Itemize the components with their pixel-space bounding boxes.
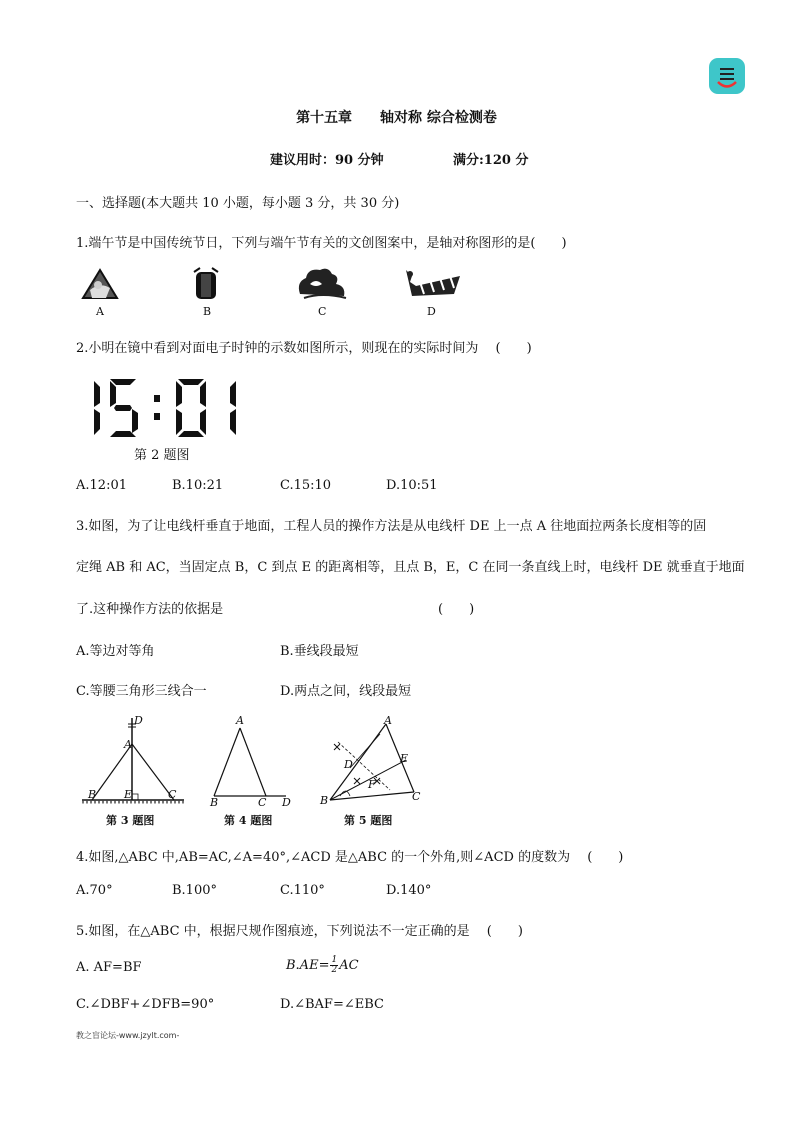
q4-option-b: B.100° [172, 883, 217, 898]
fig4-label-c: C [258, 796, 267, 809]
question-3-line-1: 3.如图，为了让电线杆垂直于地面，工程人员的操作方法是从电线杆 DE 上一点 A 往地面拉两条长度相等的固 [76, 519, 707, 534]
section-heading: 一、选择题(本大题共 10 小题，每小题 3 分，共 30 分) [76, 196, 400, 211]
q3-option-d: D.两点之间，线段最短 [280, 684, 412, 699]
fig4-caption: 第 4 题图 [224, 814, 273, 827]
fig3-caption: 第 3 题图 [106, 814, 155, 827]
q1-label-d: D [427, 305, 436, 318]
page-title: 第十五章 轴对称 综合检测卷 [296, 110, 497, 126]
mirrored-clock-icon [92, 377, 238, 437]
q5-option-b [286, 956, 359, 975]
fig3-label-e: E [124, 788, 133, 801]
q1-label-b: B [203, 305, 212, 318]
q5-option-b-fraction [330, 956, 338, 975]
fig4-label-b: B [210, 796, 219, 809]
q4-option-c: C.110° [280, 883, 325, 898]
fig3-label-c: C [168, 788, 177, 801]
fig3-label-b: B [88, 788, 97, 801]
cloud-icon [296, 266, 348, 302]
fig5-caption: 第 5 题图 [344, 814, 393, 827]
q5-option-a: A. AF=BF [76, 960, 142, 975]
zongzi-icon [80, 268, 120, 302]
q5-option-b-numerator: 1 [331, 955, 338, 965]
suggested-time: 建议用时：90 分钟 [270, 153, 384, 168]
question-3-paren: ( ) [438, 602, 475, 617]
q5-option-b-suffix: AC [339, 958, 359, 973]
book-logo-icon [709, 58, 745, 94]
q3-option-c: C.等腰三角形三线合一 [76, 684, 207, 699]
fig5-label-f: F [368, 778, 376, 791]
question-4-stem: 4.如图,△ABC 中,AB=AC,∠A=40°,∠ACD 是△ABC 的一个外角,则∠ACD 的度数为 ( ) [76, 850, 624, 865]
q2-figure-caption: 第 2 题图 [134, 448, 190, 463]
fig5-label-d: D [344, 758, 353, 771]
q2-option-a: A.12:01 [76, 478, 127, 493]
q2-option-c: C.15:10 [280, 478, 332, 493]
dragon-boat-icon [402, 266, 464, 302]
question-3-line-3: 了.这种操作方法的依据是 [76, 602, 224, 617]
figure-4 [206, 714, 296, 806]
question-2-stem: 2.小明在镜中看到对面电子时钟的示数如图所示，则现在的实际时间为 ( ) [76, 341, 532, 356]
full-score: 满分:120 分 [453, 153, 529, 168]
fig5-label-c: C [412, 790, 421, 803]
q4-option-a: A.70° [76, 883, 113, 898]
q5-option-c: C.∠DBF+∠DFB=90° [76, 997, 215, 1012]
q3-option-a: A.等边对等角 [76, 644, 155, 659]
fig4-label-a: A [236, 714, 244, 727]
fig3-label-a: A [124, 738, 132, 751]
drum-icon [192, 268, 220, 302]
q2-option-d: D.10:51 [386, 478, 438, 493]
fig3-label-d: D [134, 714, 143, 727]
q5-option-b-denominator: 2 [331, 965, 338, 975]
question-5-stem: 5.如图，在△ABC 中，根据尺规作图痕迹，下列说法不一定正确的是 ( ) [76, 924, 523, 939]
q5-option-b-prefix: B.AE= [286, 958, 330, 973]
fig4-label-d: D [282, 796, 291, 809]
fig5-label-e: E [400, 752, 409, 765]
q1-label-a: A [96, 305, 104, 318]
question-3-line-2: 定绳 AB 和 AC，当固定点 B，C 到点 E 的距离相等，且点 B，E，C 在同一条直线上时，电线杆 DE 就垂直于地面 [76, 560, 745, 575]
q2-option-b: B.10:21 [172, 478, 224, 493]
q4-option-d: D.140° [386, 883, 432, 898]
footer-text: 教之盲论坛-www.jzylt.com- [76, 1031, 180, 1040]
q5-option-d: D.∠BAF=∠EBC [280, 997, 384, 1012]
q1-label-c: C [318, 305, 327, 318]
q3-option-b: B.垂线段最短 [280, 644, 359, 659]
question-1-stem: 1.端午节是中国传统节日，下列与端午节有关的文创图案中，是轴对称图形的是( ) [76, 236, 567, 251]
fig5-label-a: A [384, 714, 392, 727]
fig5-label-b: B [320, 794, 329, 807]
